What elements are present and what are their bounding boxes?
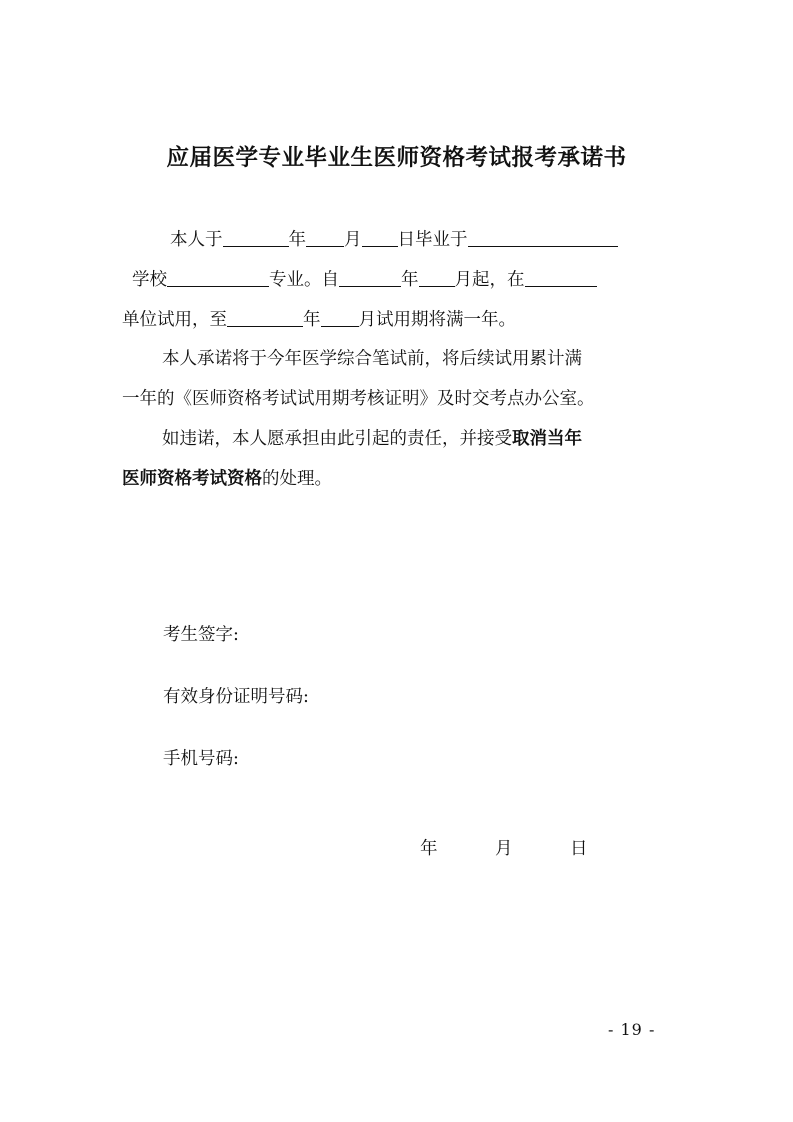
text: 年 bbox=[288, 230, 306, 250]
blank-end-year[interactable] bbox=[227, 308, 303, 327]
id-number-label: 有效身份证明号码: bbox=[163, 687, 309, 707]
phone-label: 手机号码: bbox=[163, 749, 239, 769]
page-number: - 19 - bbox=[608, 1020, 656, 1039]
text: 如违诺，本人愿承担由此引起的责任，并接受 bbox=[162, 429, 512, 449]
para2-line2: 一年的《医师资格考试试用期考核证明》及时交考点办公室。 bbox=[122, 389, 595, 409]
blank-unit[interactable] bbox=[525, 268, 597, 287]
text: 月起，在 bbox=[454, 270, 525, 290]
text: 日毕业于 bbox=[397, 230, 468, 250]
text: 月试用期将满一年。 bbox=[358, 310, 516, 330]
blank-month[interactable] bbox=[306, 228, 344, 247]
blank-day[interactable] bbox=[362, 228, 398, 247]
para3-line2 bbox=[122, 468, 682, 490]
para1-line3 bbox=[122, 308, 682, 331]
text: 月 bbox=[344, 230, 362, 250]
text: 年 bbox=[303, 310, 321, 330]
text: 年 bbox=[401, 270, 419, 290]
date-year: 年 bbox=[420, 839, 438, 859]
text: 专业。自 bbox=[269, 270, 339, 290]
para1-line2 bbox=[122, 268, 692, 291]
text: 单位试用，至 bbox=[122, 310, 227, 330]
text: 学校 bbox=[132, 270, 167, 290]
emphasis-text: 取消当年 bbox=[512, 429, 582, 449]
para3-line1 bbox=[122, 428, 722, 450]
blank-start-year[interactable] bbox=[339, 268, 401, 287]
emphasis-text: 医师资格考试资格 bbox=[122, 469, 262, 489]
date-month: 月 bbox=[495, 839, 513, 859]
para1-line1 bbox=[122, 228, 730, 251]
text: 本人于 bbox=[170, 230, 223, 250]
date-day: 日 bbox=[570, 839, 588, 859]
signer-label: 考生签字: bbox=[163, 625, 239, 645]
blank-end-month[interactable] bbox=[321, 308, 359, 327]
text: 的处理。 bbox=[262, 469, 332, 489]
blank-school[interactable] bbox=[468, 228, 618, 247]
document-title: 应届医学专业毕业生医师资格考试报考承诺书 bbox=[166, 145, 627, 171]
blank-major[interactable] bbox=[167, 268, 269, 287]
blank-start-month[interactable] bbox=[419, 268, 455, 287]
blank-year[interactable] bbox=[223, 228, 289, 247]
para2-line1: 本人承诺将于今年医学综合笔试前，将后续试用累计满 bbox=[162, 349, 582, 369]
